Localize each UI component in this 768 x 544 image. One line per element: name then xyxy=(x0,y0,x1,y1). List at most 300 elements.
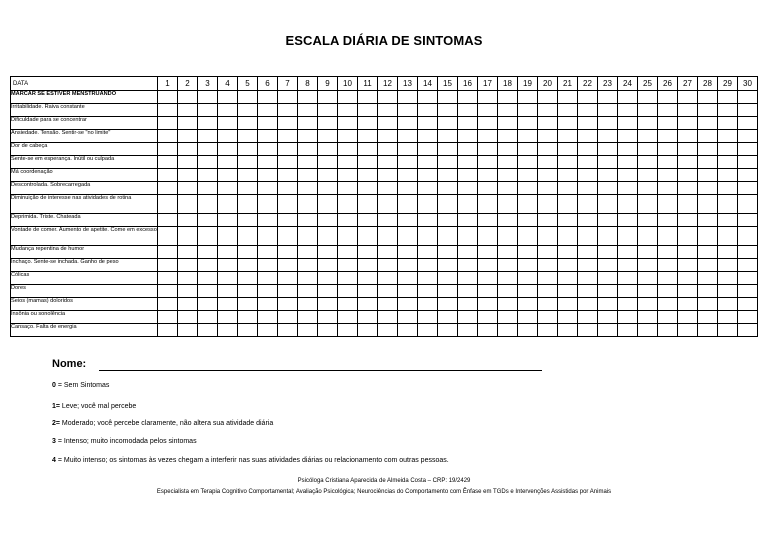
day-cell[interactable] xyxy=(178,156,198,169)
day-cell[interactable] xyxy=(318,246,338,259)
day-cell[interactable] xyxy=(318,285,338,298)
day-cell[interactable] xyxy=(558,246,578,259)
day-cell[interactable] xyxy=(518,246,538,259)
day-cell[interactable] xyxy=(518,227,538,246)
day-cell[interactable] xyxy=(718,143,738,156)
day-cell[interactable] xyxy=(578,324,598,337)
day-cell[interactable] xyxy=(698,311,718,324)
day-cell[interactable] xyxy=(318,311,338,324)
day-cell[interactable] xyxy=(538,104,558,117)
day-cell[interactable] xyxy=(458,182,478,195)
day-cell[interactable] xyxy=(558,143,578,156)
day-cell[interactable] xyxy=(738,195,758,214)
day-cell[interactable] xyxy=(258,298,278,311)
day-cell[interactable] xyxy=(178,104,198,117)
day-cell[interactable] xyxy=(238,259,258,272)
day-cell[interactable] xyxy=(178,195,198,214)
day-cell[interactable] xyxy=(318,169,338,182)
day-cell[interactable] xyxy=(578,298,598,311)
day-cell[interactable] xyxy=(438,130,458,143)
day-cell[interactable] xyxy=(158,182,178,195)
day-cell[interactable] xyxy=(338,195,358,214)
day-cell[interactable] xyxy=(398,285,418,298)
day-cell[interactable] xyxy=(518,311,538,324)
day-cell[interactable] xyxy=(538,156,558,169)
day-cell[interactable] xyxy=(618,324,638,337)
day-cell[interactable] xyxy=(618,156,638,169)
day-cell[interactable] xyxy=(478,227,498,246)
day-cell[interactable] xyxy=(718,285,738,298)
day-cell[interactable] xyxy=(478,324,498,337)
day-cell[interactable] xyxy=(418,285,438,298)
day-cell[interactable] xyxy=(218,143,238,156)
day-cell[interactable] xyxy=(518,156,538,169)
day-cell[interactable] xyxy=(558,91,578,104)
day-cell[interactable] xyxy=(578,285,598,298)
day-cell[interactable] xyxy=(318,156,338,169)
day-cell[interactable] xyxy=(658,117,678,130)
day-cell[interactable] xyxy=(438,169,458,182)
day-cell[interactable] xyxy=(718,104,738,117)
day-cell[interactable] xyxy=(538,117,558,130)
day-cell[interactable] xyxy=(358,324,378,337)
day-cell[interactable] xyxy=(278,130,298,143)
day-cell[interactable] xyxy=(518,91,538,104)
day-cell[interactable] xyxy=(218,324,238,337)
day-cell[interactable] xyxy=(158,195,178,214)
day-cell[interactable] xyxy=(598,227,618,246)
day-cell[interactable] xyxy=(498,324,518,337)
day-cell[interactable] xyxy=(578,169,598,182)
day-cell[interactable] xyxy=(738,169,758,182)
day-cell[interactable] xyxy=(358,117,378,130)
day-cell[interactable] xyxy=(618,130,638,143)
day-cell[interactable] xyxy=(438,272,458,285)
day-cell[interactable] xyxy=(358,214,378,227)
day-cell[interactable] xyxy=(298,285,318,298)
day-cell[interactable] xyxy=(538,169,558,182)
day-cell[interactable] xyxy=(738,130,758,143)
day-cell[interactable] xyxy=(278,156,298,169)
day-cell[interactable] xyxy=(638,91,658,104)
day-cell[interactable] xyxy=(718,324,738,337)
day-cell[interactable] xyxy=(518,104,538,117)
day-cell[interactable] xyxy=(698,195,718,214)
day-cell[interactable] xyxy=(318,259,338,272)
day-cell[interactable] xyxy=(298,130,318,143)
day-cell[interactable] xyxy=(418,91,438,104)
day-cell[interactable] xyxy=(578,130,598,143)
day-cell[interactable] xyxy=(558,195,578,214)
day-cell[interactable] xyxy=(438,246,458,259)
day-cell[interactable] xyxy=(458,311,478,324)
day-cell[interactable] xyxy=(458,117,478,130)
day-cell[interactable] xyxy=(618,143,638,156)
day-cell[interactable] xyxy=(458,143,478,156)
day-cell[interactable] xyxy=(638,143,658,156)
day-cell[interactable] xyxy=(178,143,198,156)
day-cell[interactable] xyxy=(218,259,238,272)
day-cell[interactable] xyxy=(318,298,338,311)
day-cell[interactable] xyxy=(378,214,398,227)
day-cell[interactable] xyxy=(378,156,398,169)
day-cell[interactable] xyxy=(438,227,458,246)
day-cell[interactable] xyxy=(658,227,678,246)
day-cell[interactable] xyxy=(578,91,598,104)
day-cell[interactable] xyxy=(398,169,418,182)
day-cell[interactable] xyxy=(178,169,198,182)
day-cell[interactable] xyxy=(538,227,558,246)
day-cell[interactable] xyxy=(498,91,518,104)
day-cell[interactable] xyxy=(658,169,678,182)
day-cell[interactable] xyxy=(298,195,318,214)
day-cell[interactable] xyxy=(198,143,218,156)
day-cell[interactable] xyxy=(478,156,498,169)
day-cell[interactable] xyxy=(238,104,258,117)
day-cell[interactable] xyxy=(178,259,198,272)
day-cell[interactable] xyxy=(378,91,398,104)
day-cell[interactable] xyxy=(718,117,738,130)
day-cell[interactable] xyxy=(438,195,458,214)
day-cell[interactable] xyxy=(398,214,418,227)
day-cell[interactable] xyxy=(558,156,578,169)
day-cell[interactable] xyxy=(418,182,438,195)
day-cell[interactable] xyxy=(658,130,678,143)
day-cell[interactable] xyxy=(738,324,758,337)
day-cell[interactable] xyxy=(438,298,458,311)
day-cell[interactable] xyxy=(258,130,278,143)
day-cell[interactable] xyxy=(658,143,678,156)
day-cell[interactable] xyxy=(258,104,278,117)
day-cell[interactable] xyxy=(498,143,518,156)
day-cell[interactable] xyxy=(658,246,678,259)
day-cell[interactable] xyxy=(558,182,578,195)
day-cell[interactable] xyxy=(478,285,498,298)
day-cell[interactable] xyxy=(218,227,238,246)
day-cell[interactable] xyxy=(598,182,618,195)
day-cell[interactable] xyxy=(258,272,278,285)
day-cell[interactable] xyxy=(638,117,658,130)
day-cell[interactable] xyxy=(178,311,198,324)
day-cell[interactable] xyxy=(598,130,618,143)
day-cell[interactable] xyxy=(518,182,538,195)
day-cell[interactable] xyxy=(698,298,718,311)
day-cell[interactable] xyxy=(598,246,618,259)
day-cell[interactable] xyxy=(318,272,338,285)
day-cell[interactable] xyxy=(458,91,478,104)
day-cell[interactable] xyxy=(338,298,358,311)
day-cell[interactable] xyxy=(498,195,518,214)
day-cell[interactable] xyxy=(378,259,398,272)
day-cell[interactable] xyxy=(618,169,638,182)
day-cell[interactable] xyxy=(698,104,718,117)
day-cell[interactable] xyxy=(298,117,318,130)
day-cell[interactable] xyxy=(218,195,238,214)
day-cell[interactable] xyxy=(498,117,518,130)
day-cell[interactable] xyxy=(618,214,638,227)
day-cell[interactable] xyxy=(258,214,278,227)
day-cell[interactable] xyxy=(218,298,238,311)
day-cell[interactable] xyxy=(258,91,278,104)
day-cell[interactable] xyxy=(358,259,378,272)
day-cell[interactable] xyxy=(718,227,738,246)
day-cell[interactable] xyxy=(418,272,438,285)
day-cell[interactable] xyxy=(318,104,338,117)
day-cell[interactable] xyxy=(198,169,218,182)
day-cell[interactable] xyxy=(518,143,538,156)
day-cell[interactable] xyxy=(418,169,438,182)
day-cell[interactable] xyxy=(358,182,378,195)
day-cell[interactable] xyxy=(418,324,438,337)
day-cell[interactable] xyxy=(658,156,678,169)
day-cell[interactable] xyxy=(218,182,238,195)
day-cell[interactable] xyxy=(538,91,558,104)
day-cell[interactable] xyxy=(338,246,358,259)
day-cell[interactable] xyxy=(458,130,478,143)
day-cell[interactable] xyxy=(238,91,258,104)
day-cell[interactable] xyxy=(658,298,678,311)
day-cell[interactable] xyxy=(738,259,758,272)
day-cell[interactable] xyxy=(398,130,418,143)
day-cell[interactable] xyxy=(458,324,478,337)
day-cell[interactable] xyxy=(358,104,378,117)
day-cell[interactable] xyxy=(398,259,418,272)
day-cell[interactable] xyxy=(638,259,658,272)
day-cell[interactable] xyxy=(698,227,718,246)
day-cell[interactable] xyxy=(178,246,198,259)
day-cell[interactable] xyxy=(598,259,618,272)
day-cell[interactable] xyxy=(598,117,618,130)
day-cell[interactable] xyxy=(198,246,218,259)
day-cell[interactable] xyxy=(558,272,578,285)
day-cell[interactable] xyxy=(298,272,318,285)
day-cell[interactable] xyxy=(218,285,238,298)
day-cell[interactable] xyxy=(158,130,178,143)
day-cell[interactable] xyxy=(738,272,758,285)
day-cell[interactable] xyxy=(678,195,698,214)
day-cell[interactable] xyxy=(578,227,598,246)
day-cell[interactable] xyxy=(218,311,238,324)
day-cell[interactable] xyxy=(738,104,758,117)
day-cell[interactable] xyxy=(518,117,538,130)
day-cell[interactable] xyxy=(458,272,478,285)
day-cell[interactable] xyxy=(418,117,438,130)
day-cell[interactable] xyxy=(658,195,678,214)
day-cell[interactable] xyxy=(498,259,518,272)
day-cell[interactable] xyxy=(738,246,758,259)
day-cell[interactable] xyxy=(718,169,738,182)
day-cell[interactable] xyxy=(358,298,378,311)
day-cell[interactable] xyxy=(198,214,218,227)
day-cell[interactable] xyxy=(198,182,218,195)
day-cell[interactable] xyxy=(298,298,318,311)
day-cell[interactable] xyxy=(458,169,478,182)
day-cell[interactable] xyxy=(338,324,358,337)
day-cell[interactable] xyxy=(238,156,258,169)
day-cell[interactable] xyxy=(378,272,398,285)
day-cell[interactable] xyxy=(538,143,558,156)
day-cell[interactable] xyxy=(558,311,578,324)
day-cell[interactable] xyxy=(478,143,498,156)
day-cell[interactable] xyxy=(738,182,758,195)
day-cell[interactable] xyxy=(698,214,718,227)
day-cell[interactable] xyxy=(698,324,718,337)
day-cell[interactable] xyxy=(498,169,518,182)
day-cell[interactable] xyxy=(498,285,518,298)
day-cell[interactable] xyxy=(178,285,198,298)
day-cell[interactable] xyxy=(258,259,278,272)
day-cell[interactable] xyxy=(178,214,198,227)
day-cell[interactable] xyxy=(158,143,178,156)
day-cell[interactable] xyxy=(418,143,438,156)
day-cell[interactable] xyxy=(678,91,698,104)
day-cell[interactable] xyxy=(338,259,358,272)
day-cell[interactable] xyxy=(478,272,498,285)
day-cell[interactable] xyxy=(498,104,518,117)
day-cell[interactable] xyxy=(158,117,178,130)
day-cell[interactable] xyxy=(558,227,578,246)
day-cell[interactable] xyxy=(718,311,738,324)
day-cell[interactable] xyxy=(418,104,438,117)
day-cell[interactable] xyxy=(198,156,218,169)
day-cell[interactable] xyxy=(318,143,338,156)
day-cell[interactable] xyxy=(298,182,318,195)
day-cell[interactable] xyxy=(198,227,218,246)
day-cell[interactable] xyxy=(198,298,218,311)
day-cell[interactable] xyxy=(298,259,318,272)
day-cell[interactable] xyxy=(238,285,258,298)
day-cell[interactable] xyxy=(298,91,318,104)
day-cell[interactable] xyxy=(358,91,378,104)
day-cell[interactable] xyxy=(158,272,178,285)
day-cell[interactable] xyxy=(158,311,178,324)
day-cell[interactable] xyxy=(198,117,218,130)
day-cell[interactable] xyxy=(478,259,498,272)
day-cell[interactable] xyxy=(678,182,698,195)
day-cell[interactable] xyxy=(678,143,698,156)
day-cell[interactable] xyxy=(698,182,718,195)
day-cell[interactable] xyxy=(278,214,298,227)
day-cell[interactable] xyxy=(478,91,498,104)
day-cell[interactable] xyxy=(598,169,618,182)
day-cell[interactable] xyxy=(578,117,598,130)
day-cell[interactable] xyxy=(258,117,278,130)
day-cell[interactable] xyxy=(378,182,398,195)
day-cell[interactable] xyxy=(178,227,198,246)
day-cell[interactable] xyxy=(178,272,198,285)
day-cell[interactable] xyxy=(618,195,638,214)
day-cell[interactable] xyxy=(338,227,358,246)
day-cell[interactable] xyxy=(318,227,338,246)
day-cell[interactable] xyxy=(278,272,298,285)
day-cell[interactable] xyxy=(518,324,538,337)
day-cell[interactable] xyxy=(238,195,258,214)
day-cell[interactable] xyxy=(398,227,418,246)
day-cell[interactable] xyxy=(738,156,758,169)
day-cell[interactable] xyxy=(358,130,378,143)
day-cell[interactable] xyxy=(298,214,318,227)
day-cell[interactable] xyxy=(478,246,498,259)
day-cell[interactable] xyxy=(738,298,758,311)
day-cell[interactable] xyxy=(578,143,598,156)
day-cell[interactable] xyxy=(238,246,258,259)
day-cell[interactable] xyxy=(578,156,598,169)
day-cell[interactable] xyxy=(218,156,238,169)
day-cell[interactable] xyxy=(178,182,198,195)
day-cell[interactable] xyxy=(698,130,718,143)
day-cell[interactable] xyxy=(738,91,758,104)
day-cell[interactable] xyxy=(218,91,238,104)
day-cell[interactable] xyxy=(658,182,678,195)
day-cell[interactable] xyxy=(298,169,318,182)
day-cell[interactable] xyxy=(238,324,258,337)
day-cell[interactable] xyxy=(258,246,278,259)
day-cell[interactable] xyxy=(678,104,698,117)
day-cell[interactable] xyxy=(398,246,418,259)
day-cell[interactable] xyxy=(158,214,178,227)
day-cell[interactable] xyxy=(458,285,478,298)
day-cell[interactable] xyxy=(478,195,498,214)
day-cell[interactable] xyxy=(498,227,518,246)
day-cell[interactable] xyxy=(518,214,538,227)
day-cell[interactable] xyxy=(458,298,478,311)
day-cell[interactable] xyxy=(658,104,678,117)
day-cell[interactable] xyxy=(278,298,298,311)
day-cell[interactable] xyxy=(718,91,738,104)
day-cell[interactable] xyxy=(678,156,698,169)
day-cell[interactable] xyxy=(558,130,578,143)
day-cell[interactable] xyxy=(178,117,198,130)
day-cell[interactable] xyxy=(398,91,418,104)
day-cell[interactable] xyxy=(638,298,658,311)
day-cell[interactable] xyxy=(358,169,378,182)
day-cell[interactable] xyxy=(498,214,518,227)
day-cell[interactable] xyxy=(338,169,358,182)
day-cell[interactable] xyxy=(698,285,718,298)
day-cell[interactable] xyxy=(698,156,718,169)
day-cell[interactable] xyxy=(298,311,318,324)
day-cell[interactable] xyxy=(478,214,498,227)
day-cell[interactable] xyxy=(478,130,498,143)
day-cell[interactable] xyxy=(198,104,218,117)
day-cell[interactable] xyxy=(658,324,678,337)
day-cell[interactable] xyxy=(258,195,278,214)
day-cell[interactable] xyxy=(258,227,278,246)
day-cell[interactable] xyxy=(578,259,598,272)
day-cell[interactable] xyxy=(638,169,658,182)
day-cell[interactable] xyxy=(718,246,738,259)
day-cell[interactable] xyxy=(298,227,318,246)
day-cell[interactable] xyxy=(418,311,438,324)
day-cell[interactable] xyxy=(718,272,738,285)
day-cell[interactable] xyxy=(658,91,678,104)
day-cell[interactable] xyxy=(158,91,178,104)
day-cell[interactable] xyxy=(538,214,558,227)
day-cell[interactable] xyxy=(338,182,358,195)
day-cell[interactable] xyxy=(418,156,438,169)
day-cell[interactable] xyxy=(498,156,518,169)
day-cell[interactable] xyxy=(538,272,558,285)
day-cell[interactable] xyxy=(318,214,338,227)
day-cell[interactable] xyxy=(498,182,518,195)
day-cell[interactable] xyxy=(198,285,218,298)
day-cell[interactable] xyxy=(658,272,678,285)
day-cell[interactable] xyxy=(238,169,258,182)
day-cell[interactable] xyxy=(458,214,478,227)
day-cell[interactable] xyxy=(238,182,258,195)
day-cell[interactable] xyxy=(618,104,638,117)
day-cell[interactable] xyxy=(638,130,658,143)
